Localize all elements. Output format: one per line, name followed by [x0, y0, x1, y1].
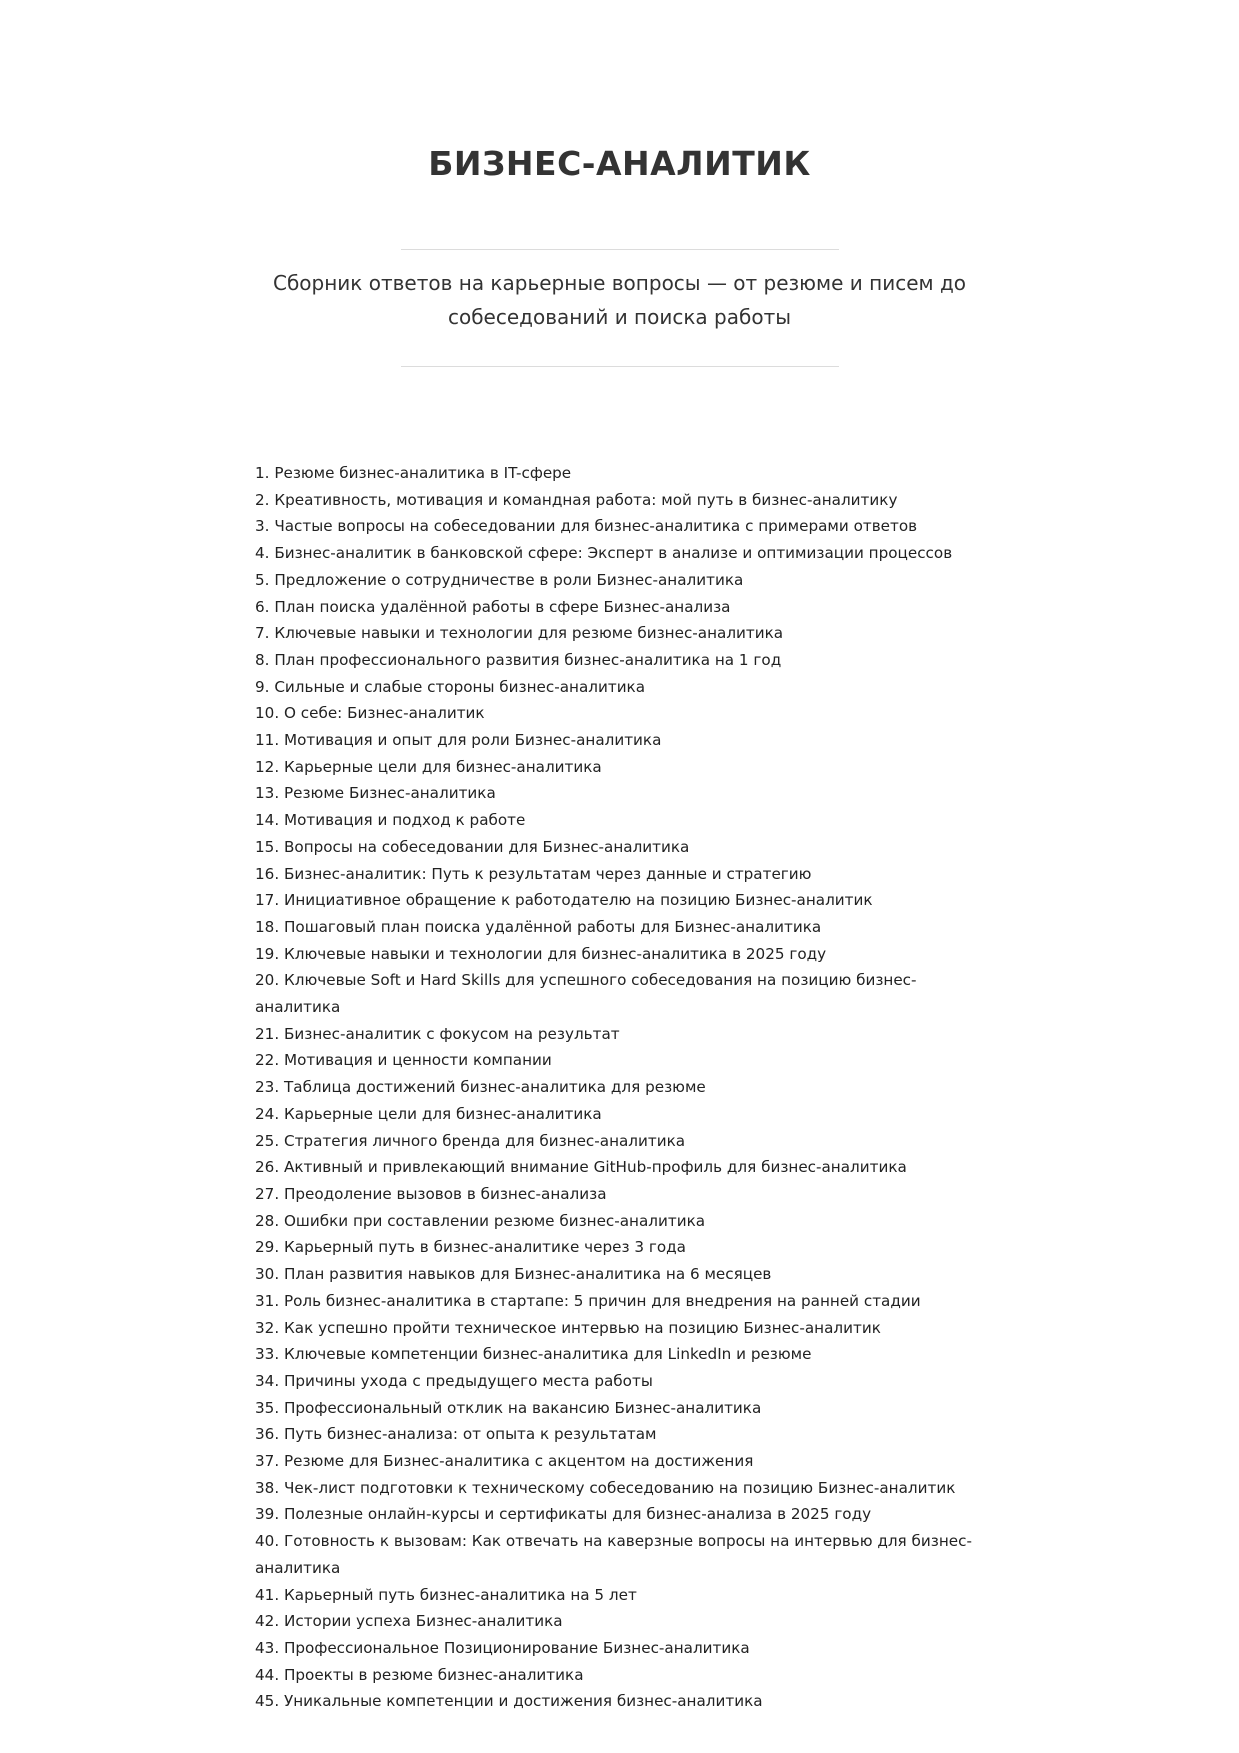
toc-item: 10. О себе: Бизнес-аналитик — [255, 704, 485, 723]
toc-item: 31. Роль бизнес-аналитика в стартапе: 5 причин для внедрения на ранней стадии — [255, 1291, 921, 1310]
toc-item: 16. Бизнес-аналитик: Путь к результатам через данные и стратегию — [255, 864, 812, 883]
toc-item: 28. Ошибки при составлении резюме бизнес-аналитика — [255, 1211, 706, 1230]
toc-item: 36. Путь бизнес-анализа: от опыта к результатам — [255, 1425, 657, 1444]
toc-item: 40. Готовность к вызовам: Как отвечать на каверзные вопросы на интервью для бизнес-аналитика — [255, 1532, 972, 1577]
toc-item: 30. План развития навыков для Бизнес-аналитика на 6 месяцев — [255, 1265, 772, 1284]
toc-item: 45. Уникальные компетенции и достижения бизнес-аналитика — [255, 1692, 763, 1711]
toc-item: 22. Мотивация и ценности компании — [255, 1051, 552, 1070]
toc-item: 6. План поиска удалённой работы в сфере Бизнес-анализа — [255, 597, 731, 616]
toc-item: 21. Бизнес-аналитик с фокусом на результат — [255, 1024, 620, 1043]
toc-item: 1. Резюме бизнес-аналитика в IT-сфере — [255, 464, 572, 482]
toc-item: 14. Мотивация и подход к работе — [255, 811, 526, 830]
toc-item: 37. Резюме для Бизнес-аналитика с акцентом на достижения — [255, 1452, 754, 1471]
toc-item: 24. Карьерные цели для бизнес-аналитика — [255, 1104, 602, 1123]
table-of-contents — [255, 460, 985, 1715]
toc-item: 3. Частые вопросы на собеседовании для бизнес-аналитика с примерами ответов — [255, 517, 918, 536]
toc-item: 35. Профессиональный отклик на вакансию Бизнес-аналитика — [255, 1398, 762, 1417]
bottom-divider — [401, 366, 839, 367]
page-title: БИЗНЕС-АНАЛИТИК — [428, 144, 811, 183]
toc-item: 17. Инициативное обращение к работодателю на позицию Бизнес-аналитик — [255, 891, 873, 910]
toc-item: 23. Таблица достижений бизнес-аналитика для резюме — [255, 1078, 706, 1097]
toc-item: 5. Предложение о сотрудничестве в роли Бизнес-аналитика — [255, 570, 744, 589]
toc-item: 13. Резюме Бизнес-аналитика — [255, 784, 496, 803]
toc-item: 15. Вопросы на собеседовании для Бизнес-аналитика — [255, 837, 690, 856]
toc-item: 42. Истории успеха Бизнес-аналитика — [255, 1612, 563, 1631]
toc-item: 19. Ключевые навыки и технологии для бизнес-аналитика в 2025 году — [255, 944, 827, 963]
toc-item: 39. Полезные онлайн-курсы и сертификаты для бизнес-анализа в 2025 году — [255, 1505, 872, 1524]
toc-item: 26. Активный и привлекающий внимание GitHub-профиль для бизнес-аналитика — [255, 1158, 907, 1177]
toc-item: 18. Пошаговый план поиска удалённой работы для Бизнес-аналитика — [255, 917, 822, 936]
toc-item: 41. Карьерный путь бизнес-аналитика на 5 лет — [255, 1585, 637, 1604]
toc-item: 20. Ключевые Soft и Hard Skills для успешного собеседования на позицию бизнес-аналитика — [255, 971, 917, 1017]
toc-item: 38. Чек-лист подготовки к техническому собеседованию на позицию Бизнес-аналитик — [255, 1478, 956, 1497]
toc-item: 12. Карьерные цели для бизнес-аналитика — [255, 757, 602, 776]
toc-item: 33. Ключевые компетенции бизнес-аналитика для LinkedIn и резюме — [255, 1345, 812, 1364]
toc-item: 43. Профессиональное Позиционирование Бизнес-аналитика — [255, 1638, 750, 1657]
toc-item: 34. Причины ухода с предыдущего места работы — [255, 1371, 653, 1390]
toc-item: 25. Стратегия личного бренда для бизнес-аналитика — [255, 1131, 686, 1150]
toc-item: 7. Ключевые навыки и технологии для резюме бизнес-аналитика — [255, 624, 784, 643]
toc-item: 9. Сильные и слабые стороны бизнес-аналитика — [255, 677, 646, 696]
toc-item: 4. Бизнес-аналитик в банковской сфере: Эксперт в анализе и оптимизации процессов — [255, 544, 953, 563]
page-subtitle: Сборник ответов на карьерные вопросы — от резюме и писем до собеседований и поиска работы — [272, 271, 967, 329]
toc-item: 8. План профессионального развития бизнес-аналитика на 1 год — [255, 650, 782, 669]
toc-item: 29. Карьерный путь в бизнес-аналитике через 3 года — [255, 1238, 686, 1257]
toc-item: 32. Как успешно пройти техническое интервью на позицию Бизнес-аналитик — [255, 1318, 881, 1337]
toc-item: 44. Проекты в резюме бизнес-аналитика — [255, 1665, 584, 1684]
toc-item: 11. Мотивация и опыт для роли Бизнес-аналитика — [255, 731, 662, 750]
toc-item: 2. Креативность, мотивация и командная работа: мой путь в бизнес-аналитику — [255, 490, 898, 509]
toc-item: 27. Преодоление вызовов в бизнес-анализа — [255, 1184, 607, 1203]
top-divider — [401, 249, 839, 250]
